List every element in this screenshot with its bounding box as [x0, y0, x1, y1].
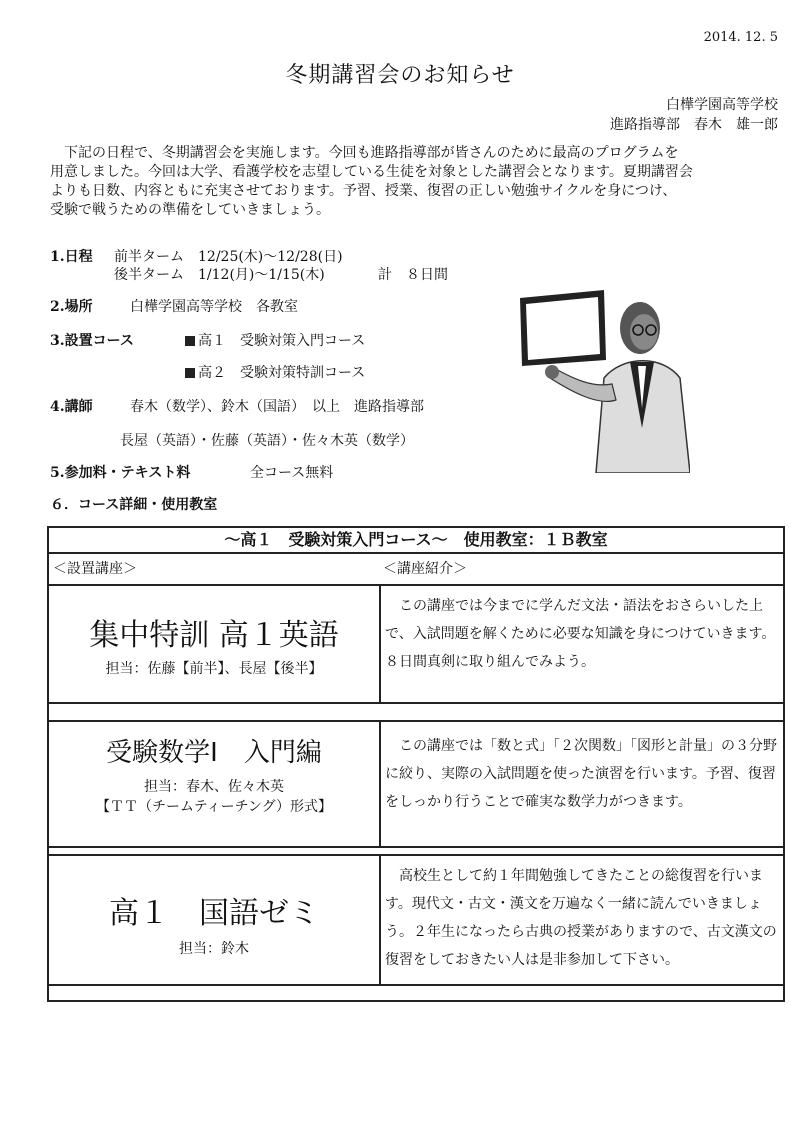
intro-line: よりも日数、内容ともに充実させております。予習、授業、復習の正しい勉強サイクルを身につけ、 — [50, 183, 677, 199]
course-item: 高２ 受験対策特訓コース — [185, 362, 365, 382]
courses-label: 3.設置コース — [50, 333, 134, 349]
course-teacher: 担当：鈴木 — [179, 941, 249, 957]
intro-line: 下記の日程で、冬期講習会を実施します。今回も進路指導部が皆さんのために最高のプログラムを — [64, 145, 679, 161]
course-teacher: 担当：春木、佐々木英 — [144, 779, 284, 795]
intro-line: 受験で戦うための準備をしていきましょう。 — [50, 202, 330, 218]
course-name: 高１ 国語ゼミ — [109, 896, 319, 931]
teacher-illustration — [512, 288, 690, 473]
course-table — [47, 526, 785, 1002]
table-row — [49, 584, 783, 704]
square-bullet-icon — [185, 336, 195, 346]
course-description: この講座では今までに学んだ文法・語法をおさらいした上で、入試問題を解くために必要な知識を身につけていきます。８日間真剣に取り組んでみよう。 — [385, 598, 776, 670]
teachers-line: 春木（数学）、鈴木（国語） 以上 進路指導部 — [130, 399, 424, 415]
page-title: 冬期講習会のお知らせ — [285, 63, 515, 88]
school-name: 白樺学園高等学校 — [666, 97, 778, 113]
table-header: ～高１ 受験対策入門コース～ 使用教室：１Ｂ教室 — [49, 528, 783, 554]
course-teacher: 担当：佐藤【前半】、長屋【後半】 — [105, 661, 323, 677]
schedule-total: 計 ８日間 — [378, 267, 448, 283]
location-label: 2.場所 — [50, 299, 93, 315]
square-bullet-icon — [185, 368, 195, 378]
course-item: 高１ 受験対策入門コース — [185, 330, 365, 350]
intro-line: 用意しました。今回は大学、看護学校を志望している生徒を対象とした講習会となります。夏期講習会 — [50, 164, 693, 180]
schedule-first-term: 前半ターム 12/25(木)～12/28(日) — [114, 249, 343, 265]
course-description: 高校生として約１年間勉強してきたことの総復習を行います。現代文・古文・漢文を万遍なく一緒に読んでいきましょう。２年生になったら古典の授業がありますので、古文漢文の復習をしておきたい人は是非参加して下さい。 — [385, 868, 777, 968]
location-value: 白樺学園高等学校 各教室 — [130, 299, 298, 315]
course-description: この講座では「数と式」「２次関数」「図形と計量」の３分野に絞り、実際の入試問題を使った演習を行います。予習、復習をしっかり行うことで確実な数学力がつきます。 — [385, 738, 777, 810]
issue-date: 2014. 12. 5 — [703, 30, 778, 45]
schedule-label: 1.日程 — [50, 249, 93, 265]
table-row — [49, 720, 783, 848]
fee-label: 5.参加料・テキスト料 — [50, 465, 191, 481]
course-name: 受験数学Ⅰ 入門編 — [106, 738, 322, 768]
fee-value: 全コース無料 — [250, 465, 334, 481]
course-teacher-format: 【ＴＴ（チームティーチング）形式】 — [95, 799, 333, 815]
teachers-label: 4.講師 — [50, 399, 93, 415]
teachers-line: 長屋（英語）・佐藤（英語）・佐々木英（数学） — [120, 433, 414, 449]
intro-paragraph — [50, 144, 740, 220]
author-name: 進路指導部 春木 雄一郎 — [610, 117, 778, 133]
course-name: 集中特訓 高１英語 — [89, 618, 339, 653]
schedule-second-term: 後半ターム 1/12(月)～1/15(木) — [114, 267, 325, 283]
column-header-courses: ＜設置講座＞ — [53, 561, 137, 577]
details-label: ６．コース詳細・使用教室 — [50, 497, 218, 513]
table-row — [49, 854, 783, 986]
column-header-description: ＜講座紹介＞ — [383, 561, 467, 577]
